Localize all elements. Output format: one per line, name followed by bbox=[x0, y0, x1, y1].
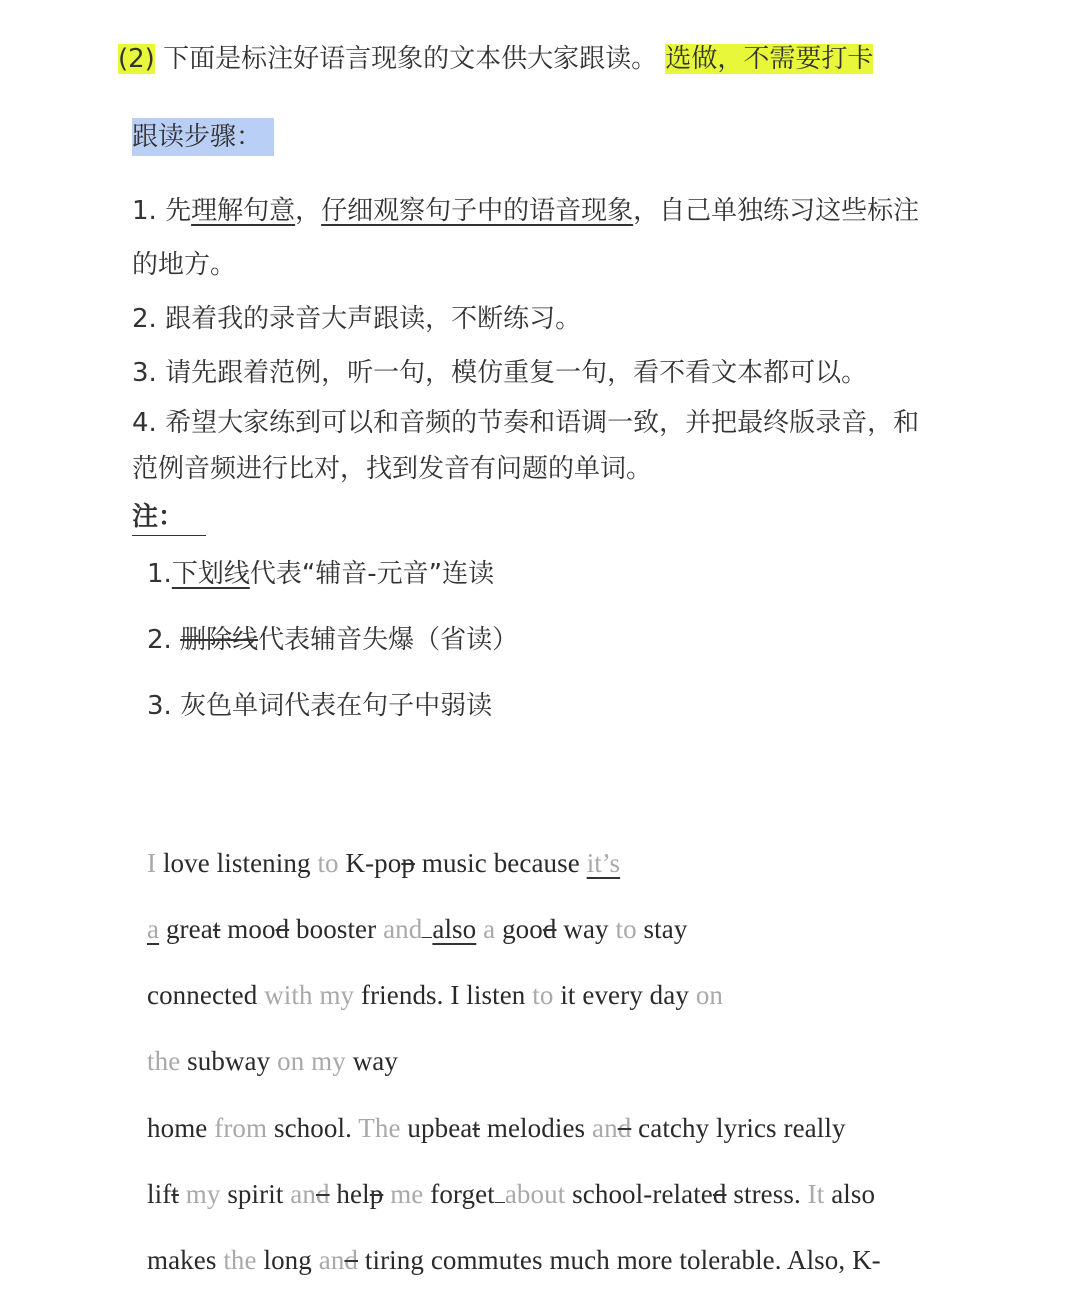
step-3: 3. 请先跟着范例，听一句，模仿重复一句，看不看文本都可以。 bbox=[132, 358, 868, 388]
note-title: 注： bbox=[132, 496, 206, 536]
note-3: 3. 灰色单词代表在句子中弱读 bbox=[147, 691, 493, 721]
step-1: 1. 先理解句意，仔细观察句子中的语音现象，自己单独练习这些标注 bbox=[132, 196, 920, 226]
passage-line-4: the subway on my way bbox=[147, 1046, 398, 1076]
step-2: 2. 跟着我的录音大声跟读，不断练习。 bbox=[132, 304, 582, 334]
strikethrough-sample: 删除线 bbox=[180, 625, 259, 655]
passage-line-2: a great mood booster and also a good way to stay bbox=[147, 914, 688, 944]
step-4: 4. 希望大家练到可以和音频的节奏和语调一致，并把最终版录音，和 bbox=[132, 408, 920, 438]
passage-line-5: home from school. The upbeat melodies and catchy lyrics really bbox=[147, 1113, 846, 1143]
note-2: 2. 删除线代表辅音失爆（省读） bbox=[147, 625, 519, 655]
passage-line-7: makes the long and tiring commutes much more tolerable. Also, K- bbox=[147, 1245, 881, 1275]
underlined-phrase: 仔细观察句子中的语音现象 bbox=[321, 196, 634, 226]
note-1: 1.下划线代表“辅音-元音”连读 bbox=[147, 559, 495, 589]
underline-sample: 下划线 bbox=[171, 559, 250, 589]
section-heading bbox=[118, 38, 873, 75]
step-4-continued: 范例音频进行比对，找到发音有问题的单词。 bbox=[132, 454, 653, 484]
passage-line-3: connected with my friends. I listen to it every day on bbox=[147, 980, 724, 1010]
section-number: (2) bbox=[118, 44, 155, 74]
section-intro: 下面是标注好语言现象的文本供大家跟读。 bbox=[163, 44, 658, 74]
passage-line-1: I love listening to K-pop music because it’s bbox=[147, 848, 621, 878]
optional-note-highlight: 选做，不需要打卡 bbox=[665, 44, 874, 74]
steps-title: 跟读步骤： bbox=[132, 116, 274, 153]
step-1-continued: 的地方。 bbox=[132, 250, 237, 280]
passage-line-6: lift my spirit and help me forget about school-related stress. It also bbox=[147, 1179, 876, 1209]
underlined-phrase: 理解句意 bbox=[191, 196, 296, 226]
